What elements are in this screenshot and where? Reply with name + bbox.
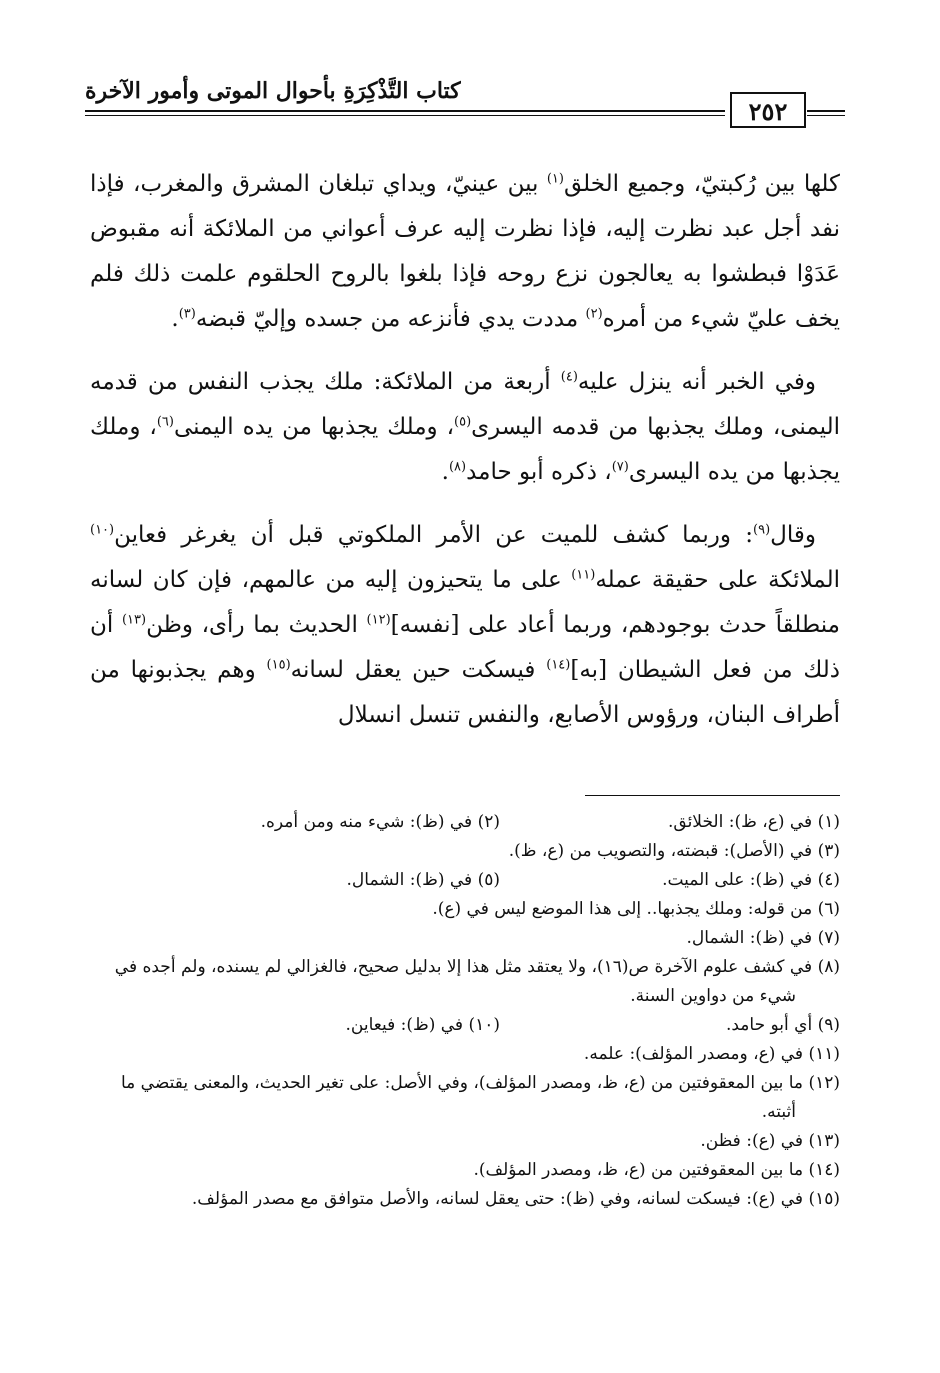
footnote-marker: (٧) <box>611 459 629 475</box>
footnote-15: (١٥) في (ع): فيسكت لسانه، وفي (ظ): حتى يعقل لسانه، والأصل متوافق مع مصدر المؤلف. <box>191 1189 840 1209</box>
paragraph <box>90 162 840 342</box>
text-run: على ما يتحيزون إليه من عالمهم، فإن كان لسانه منطلقاً حدث بوجودهم، وربما أعاد على [نفسه] <box>90 567 840 638</box>
footnote-marker: (١٣) <box>121 612 147 628</box>
footnote-row <box>90 866 840 895</box>
text-run: وقال <box>770 522 816 548</box>
text-run: ، وملك يجذبها من يده اليسرى <box>90 414 840 485</box>
running-header <box>85 72 845 132</box>
footnote-marker: (٨) <box>448 459 467 475</box>
footnote-11: (١١) في (ع، ومصدر المؤلف): علمه. <box>583 1044 840 1064</box>
footnote-7: (٧) في (ظ): الشمال. <box>686 928 840 948</box>
footnote-marker: (١٠) <box>90 522 115 538</box>
footnote-4: (٤) في (ظ): على الميت. <box>662 870 840 890</box>
footnote-12: (١٢) ما بين المعقوفتين من (ع، ظ، ومصدر المؤلف)، وفي الأصل: على تغير الحديث، والمعنى يقتضي ما أثبته. <box>120 1073 840 1122</box>
text-run: . <box>441 459 449 485</box>
footnote-marker: (١١) <box>571 567 596 583</box>
footnote-6: (٦) من قوله: وملك يجذبها.. إلى هذا الموضع ليس في (ع). <box>432 899 840 919</box>
footnote-marker: (٣) <box>178 306 196 322</box>
book-title: كتاب التَّذْكِرَةِ بأحوال الموتى وأمور الآخرة <box>85 78 461 104</box>
footnote-1: (١) في (ع، ظ): الخلائق. <box>667 812 840 832</box>
text-run: أن ذلك من فعل الشيطان [به] <box>90 612 840 683</box>
text-run: : وربما كشف للميت عن الأمر الملكوتي قبل أن يغرغر فعاين <box>114 522 754 548</box>
footnotes <box>90 808 840 1214</box>
text-run: ، وملك يجذبها من يده اليمنى <box>173 414 455 440</box>
text-run: بين عينيّ، ويداي تبلغان المشرق والمغرب، فإذا نفد أجل عبد نظرت إليه، فإذا نظرت إليه عرف أعواني من الملائكة أنه مقبوض عَدَوْا فبطشوا به يعالجون نزع روحه فإذا بلغوا بالروح الحلقوم علمت ذلك فلم يخف عليّ شيء من أمره <box>90 171 840 332</box>
text-run: أربعة من الملائكة: ملك يجذب النفس من قدمه اليمنى، وملك يجذبها من قدمه اليسرى <box>90 369 840 440</box>
paragraph <box>90 360 840 495</box>
text-run: وفي الخبر أنه ينزل عليه <box>577 369 816 395</box>
text-run: . <box>171 306 179 332</box>
footnote-marker: (١٤) <box>546 657 571 673</box>
footnote-marker: (٢) <box>585 306 603 322</box>
footnote-3: (٣) في (الأصل): قبضته، والتصويب من (ع، ظ). <box>508 841 840 861</box>
footnote-marker: (١٥) <box>266 657 291 673</box>
footnote-marker: (٤) <box>560 369 578 385</box>
footnote-row <box>90 808 840 837</box>
footnote-row <box>90 1011 840 1040</box>
footnote-9: (٩) أي أبو حامد. <box>725 1015 840 1035</box>
text-run: فيسكت حين يعقل لسانه <box>290 657 547 683</box>
footnote-5: (٥) في (ظ): الشمال. <box>346 870 500 890</box>
footnote-8: (٨) في كشف علوم الآخرة ص(١٦)، ولا يعتقد مثل هذا إلا بدليل صحيح، فالغزالي لم يسنده، ولم أجده في شيء من دواوين السنة. <box>114 957 840 1006</box>
footnote-2: (٢) في (ظ): شيء منه ومن أمره. <box>260 812 500 832</box>
header-rule-thin <box>85 115 725 116</box>
text-run: كلها بين رُكبتيّ، وجميع الخلق <box>563 171 840 197</box>
text-run: الملائكة على حقيقة عمله <box>595 567 840 593</box>
text-run: وهم يجذبونها من أطراف البنان، ورؤوس الأصابع، والنفس تنسل انسلال <box>90 657 840 728</box>
text-run: مددت يدي فأنزعه من جسده وإليّ قبضه <box>195 306 586 332</box>
footnote-14: (١٤) ما بين المعقوفتين من (ع، ظ، ومصدر المؤلف). <box>473 1160 840 1180</box>
page-number: ٢٥٢ <box>730 92 806 128</box>
footnote-marker: (١٢) <box>366 612 391 628</box>
footnote-marker: (٦) <box>156 414 174 430</box>
footnote-10: (١٠) في (ظ): فيعاين. <box>345 1015 500 1035</box>
footnote-marker: (١) <box>546 171 564 187</box>
footnote-13: (١٣) في (ع): فظن. <box>700 1131 840 1151</box>
footnote-marker: (٥) <box>454 414 472 430</box>
text-run: ، ذكره أبو حامد <box>466 459 612 485</box>
header-rule-right <box>807 110 845 112</box>
header-rule-right-thin <box>807 115 845 116</box>
paragraph <box>90 513 840 738</box>
footnote-separator <box>585 795 840 796</box>
footnote-marker: (٩) <box>753 522 771 538</box>
main-text <box>90 162 840 756</box>
text-run: الحديث بما رأى، وظن <box>146 612 367 638</box>
header-rule <box>85 110 725 112</box>
